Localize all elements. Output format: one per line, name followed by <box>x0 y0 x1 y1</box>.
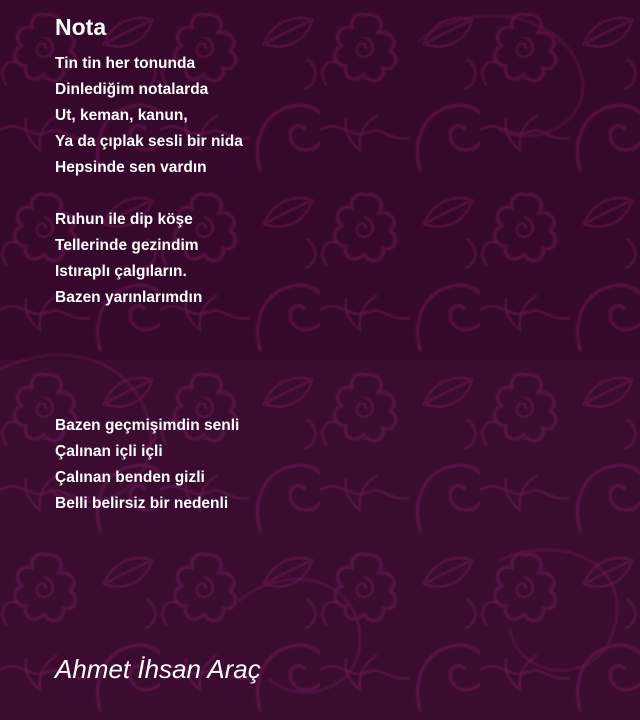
poem-title: Nota <box>55 14 107 40</box>
poem-line: Ruhun ile dip köşe <box>55 211 193 228</box>
poem-line: Tin tin her tonunda <box>55 55 196 72</box>
poem-line: Belli belirsiz bir nedenli <box>55 495 229 512</box>
poem-line: Bazen yarınlarımdın <box>55 289 203 306</box>
poem-author: Ahmet İhsan Araç <box>55 654 261 684</box>
poem-line: Çalınan benden gizli <box>55 469 205 486</box>
poem-line: Bazen geçmişimdin senli <box>55 417 240 434</box>
poem-line: Tellerinde gezindim <box>55 237 199 254</box>
poem-line: Dinlediğim notalarda <box>55 81 209 98</box>
poem-line: Çalınan içli içli <box>55 443 163 460</box>
stanza-3 <box>55 413 620 517</box>
stanza-1 <box>55 51 620 181</box>
stanza-2 <box>55 207 620 311</box>
poem-line: Ya da çıplak sesli bir nida <box>55 133 243 150</box>
poem-line: Istıraplı çalgıların. <box>55 263 187 280</box>
poem-line: Ut, keman, kanun, <box>55 107 188 124</box>
poem-line: Hepsinde sen vardın <box>55 159 207 176</box>
